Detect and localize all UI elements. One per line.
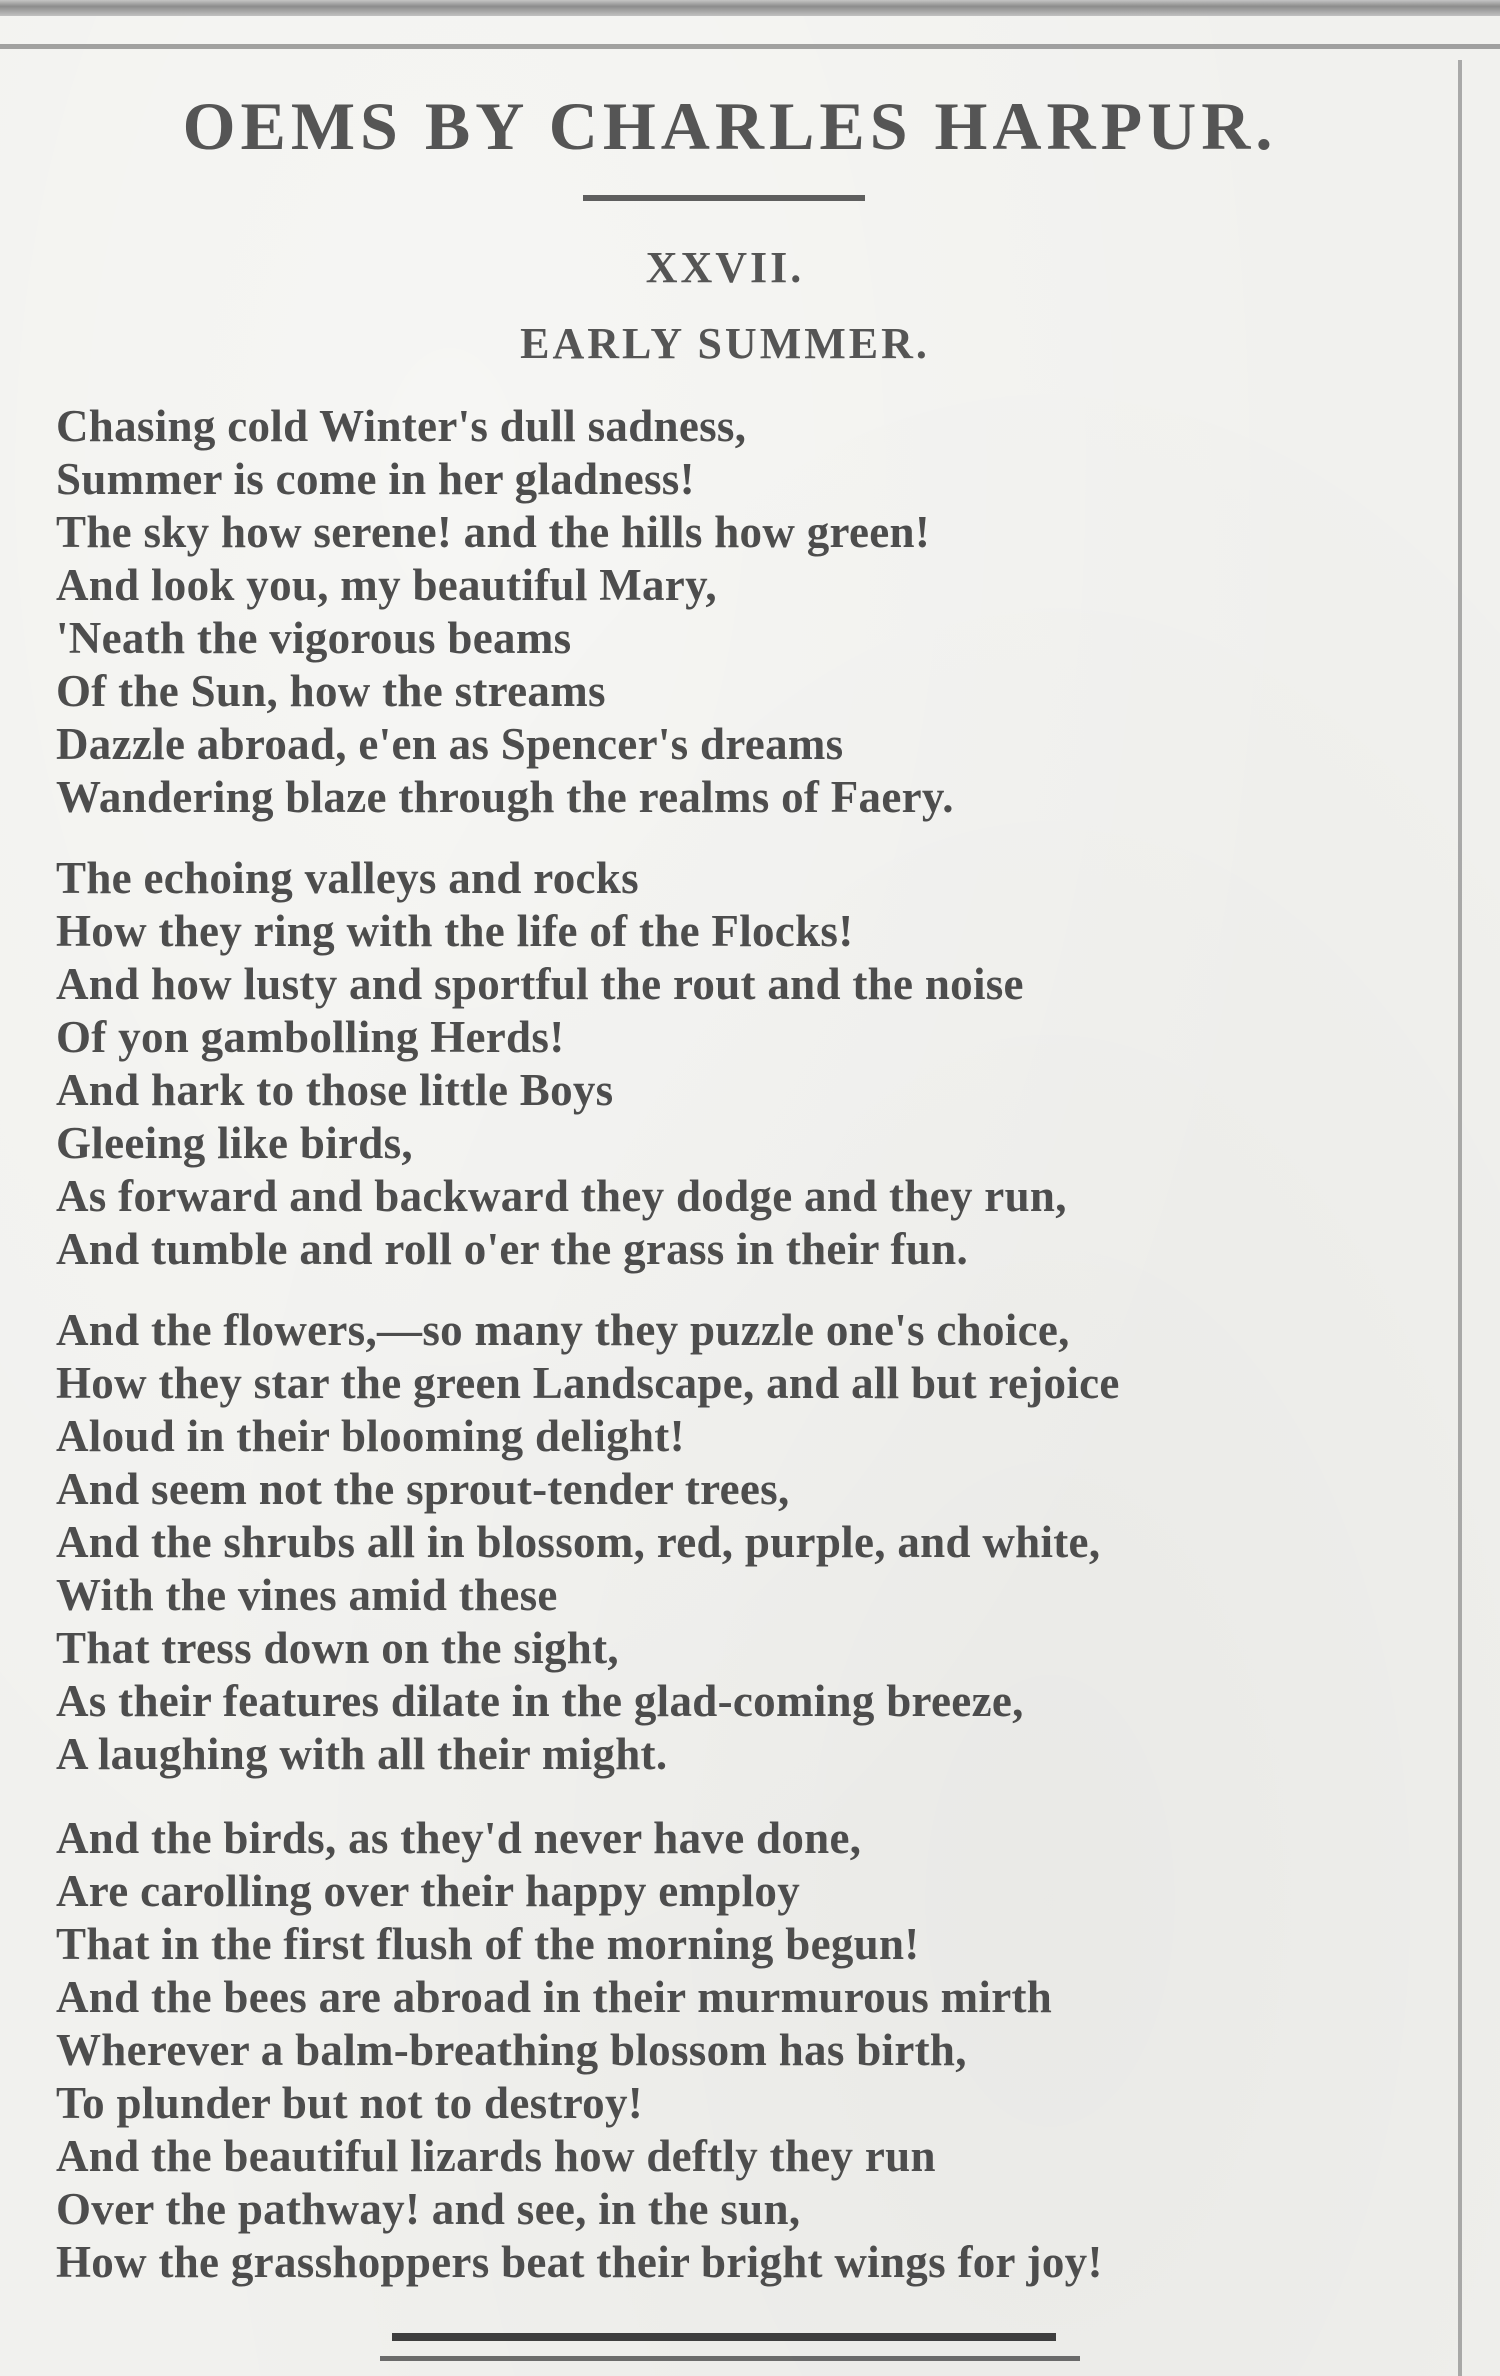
poem-line: Over the pathway! and see, in the sun,: [56, 2184, 801, 2234]
stanza-1: [56, 400, 1446, 824]
poem-line: That tress down on the sight,: [56, 1623, 619, 1673]
closing-rule: [392, 2333, 1056, 2341]
poem-line: Of yon gambolling Herds!: [56, 1012, 565, 1062]
poem-line: Are carolling over their happy employ: [56, 1866, 800, 1916]
poem-line: That in the first flush of the morning begun!: [56, 1919, 920, 1969]
poem-line: And look you, my beautiful Mary,: [56, 560, 717, 610]
stanza-2: [56, 852, 1446, 1276]
poem-line: And the bees are abroad in their murmurous mirth: [56, 1972, 1053, 2022]
poem-line: Aloud in their blooming delight!: [56, 1411, 685, 1461]
poem-number: XXVII.: [645, 243, 805, 292]
poem-line: How they star the green Landscape, and all but rejoice: [56, 1358, 1120, 1408]
poem-line: Summer is come in her gladness!: [56, 454, 695, 504]
column-divider-rule: [1458, 60, 1462, 2376]
poem-line: 'Neath the vigorous beams: [56, 613, 572, 663]
heading-divider: [583, 195, 865, 201]
closing-rule-lower: [380, 2356, 1080, 2361]
poem-line: And seem not the sprout-tender trees,: [56, 1464, 790, 1514]
poem-line: How they ring with the life of the Flocks!: [56, 906, 854, 956]
poem-line: And how lusty and sportful the rout and the noise: [56, 959, 1024, 1009]
poem-line: With the vines amid these: [56, 1570, 558, 1620]
poem-line: Of the Sun, how the streams: [56, 666, 606, 716]
poem-line: The echoing valleys and rocks: [56, 853, 639, 903]
poem-line: The sky how serene! and the hills how green!: [56, 507, 931, 557]
poem-line: And the flowers,—so many they puzzle one's choice,: [56, 1305, 1070, 1355]
poem-line: As their features dilate in the glad-coming breeze,: [56, 1676, 1024, 1726]
poem-title: EARLY SUMMER.: [520, 319, 930, 368]
poem-line: As forward and backward they dodge and they run,: [56, 1171, 1067, 1221]
page-heading: OEMS BY CHARLES HARPUR.: [182, 88, 1278, 164]
poem-line: Wandering blaze through the realms of Faery.: [56, 772, 954, 822]
poem-line: How the grasshoppers beat their bright wings for joy!: [56, 2237, 1103, 2287]
stanza-4: [56, 1812, 1446, 2289]
poem-line: And tumble and roll o'er the grass in their fun.: [56, 1224, 969, 1274]
poem-line: Gleeing like birds,: [56, 1118, 413, 1168]
poem-line: Dazzle abroad, e'en as Spencer's dreams: [56, 719, 844, 769]
top-column-rule: [0, 44, 1500, 49]
poem-line: Chasing cold Winter's dull sadness,: [56, 401, 747, 451]
poem-line: A laughing with all their might.: [56, 1729, 668, 1779]
poem-line: And hark to those little Boys: [56, 1065, 614, 1115]
poem-line: And the beautiful lizards how deftly they run: [56, 2131, 936, 2181]
poem-line: And the shrubs all in blossom, red, purple, and white,: [56, 1517, 1101, 1567]
poem-line: And the birds, as they'd never have done,: [56, 1813, 862, 1863]
poem-line: Wherever a balm-breathing blossom has birth,: [56, 2025, 967, 2075]
poem-line: To plunder but not to destroy!: [56, 2078, 644, 2128]
stanza-3: [56, 1304, 1446, 1781]
top-border-rule: [0, 0, 1500, 16]
